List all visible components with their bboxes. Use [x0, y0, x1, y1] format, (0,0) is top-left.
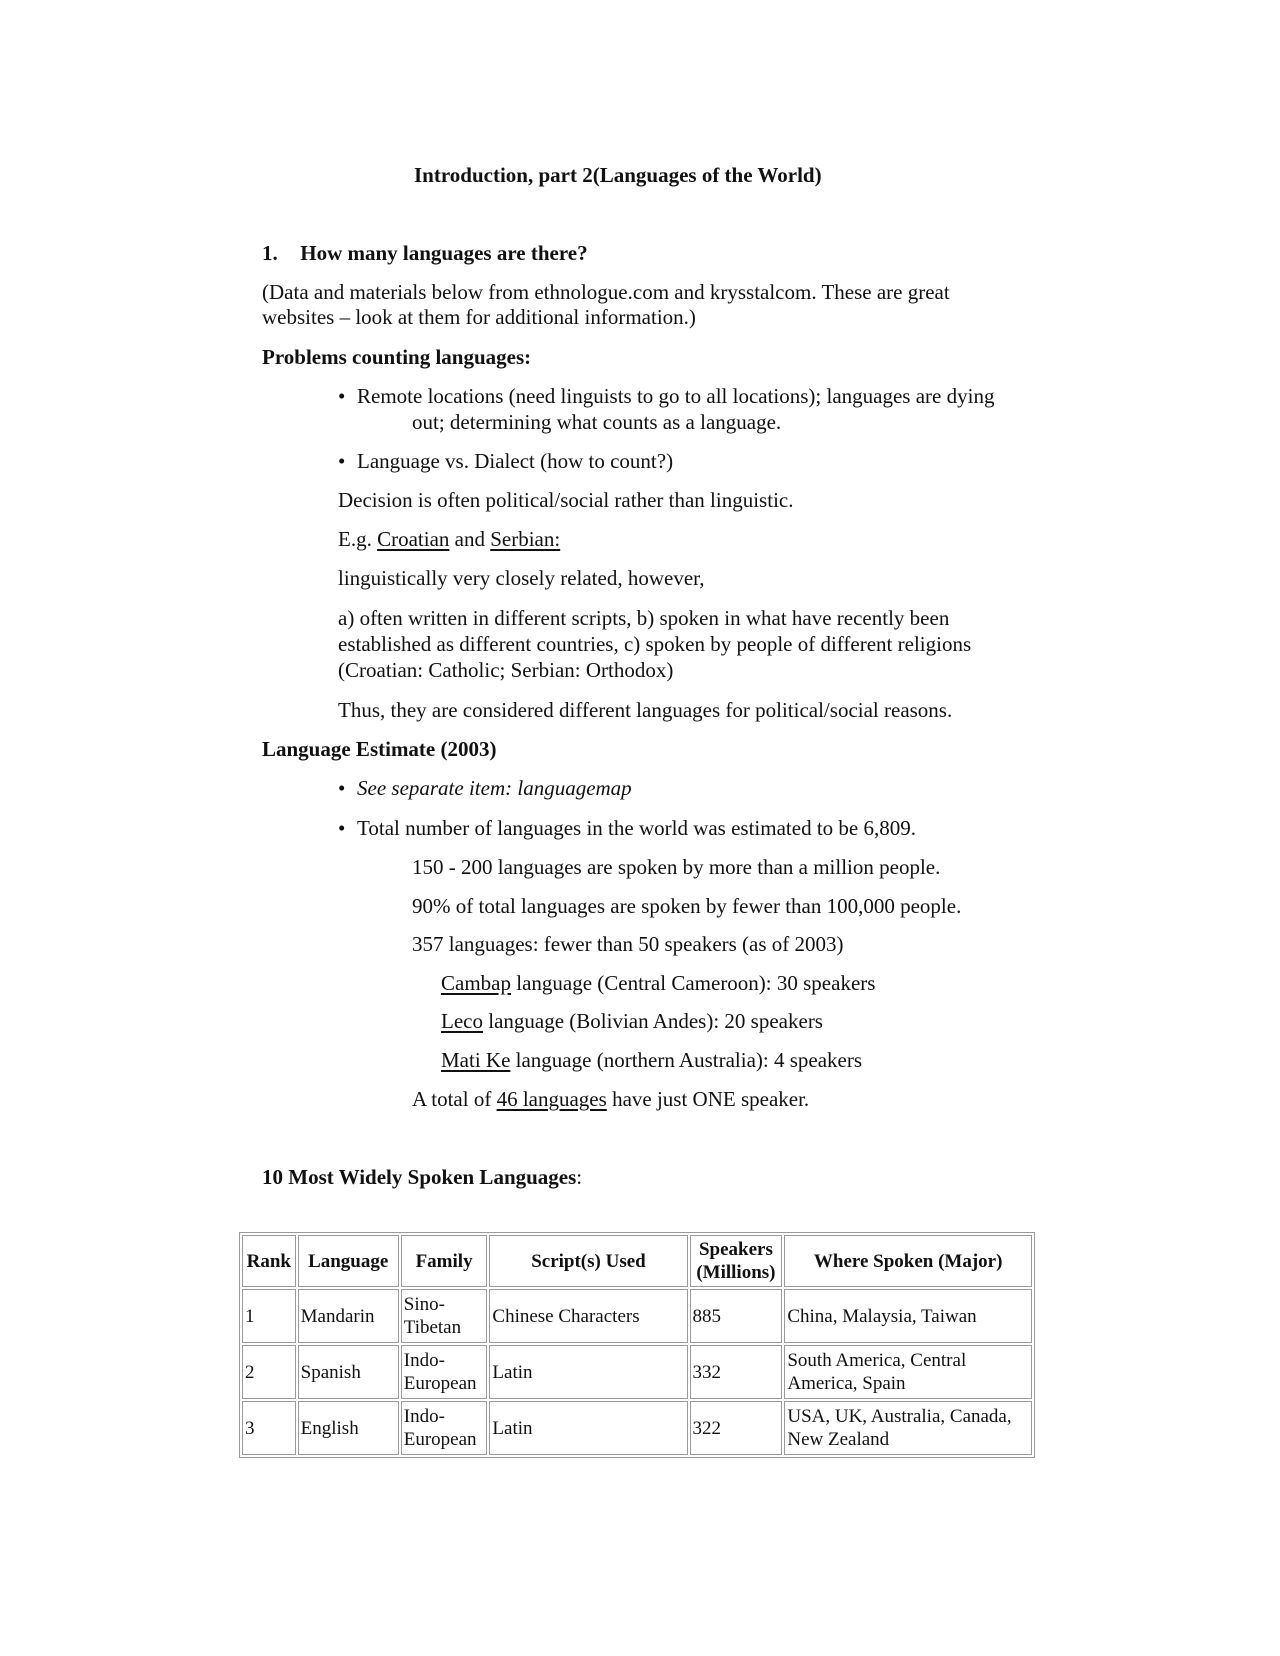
cell-language: English — [298, 1401, 399, 1455]
cell-family: Indo-European — [401, 1401, 488, 1455]
cell-scripts: Latin — [489, 1345, 687, 1399]
bullet-item — [338, 775, 632, 801]
cell-where-spoken: USA, UK, Australia, Canada, New Zealand — [784, 1401, 1032, 1455]
cell-language: Spanish — [298, 1345, 399, 1399]
cambap-link[interactable]: Cambap — [441, 971, 511, 995]
bullet-text: Language vs. Dialect (how to count?) — [357, 449, 674, 473]
example-text: language (Bolivian Andes): 20 speakers — [482, 1009, 823, 1033]
example-line — [441, 1008, 823, 1034]
mati-ke-link[interactable]: Mati Ke — [441, 1048, 511, 1072]
column-header-language: Language — [298, 1235, 399, 1287]
example-and: and — [449, 527, 491, 551]
cell-family: Indo-European — [401, 1345, 488, 1399]
bullet-icon: • — [338, 384, 346, 408]
total-line — [412, 1086, 809, 1112]
fact-line: 357 languages: fewer than 50 speakers (as of 2003) — [412, 932, 844, 956]
column-header-scripts: Script(s) Used — [489, 1235, 687, 1287]
table-row — [242, 1401, 1032, 1455]
example-line — [441, 970, 875, 996]
column-header-speakers: Speakers (Millions) — [690, 1235, 783, 1287]
cell-family: Sino-Tibetan — [401, 1289, 488, 1343]
paragraph-line: established as different countries, c) spoken by people of different religions — [338, 632, 972, 656]
column-header-where-spoken: Where Spoken (Major) — [784, 1235, 1032, 1287]
bullet-item — [338, 448, 673, 474]
top10-heading-line — [262, 1164, 582, 1190]
languages-table — [239, 1232, 1035, 1458]
46-languages-link[interactable]: 46 languages — [496, 1087, 607, 1111]
fact-line: 90% of total languages are spoken by fewer than 100,000 people. — [412, 894, 962, 918]
section-title: How many languages are there? — [300, 241, 588, 265]
bullet-text: Total number of languages in the world was estimated to be 6,809. — [357, 816, 916, 840]
paragraph-line: (Croatian: Catholic; Serbian: Orthodox) — [338, 658, 674, 682]
cell-rank: 1 — [242, 1289, 296, 1343]
example-prefix: E.g. — [338, 527, 378, 551]
bullet-item — [338, 383, 994, 409]
source-note-line: websites – look at them for additional information.) — [262, 305, 696, 329]
column-header-rank: Rank — [242, 1235, 296, 1287]
cell-rank: 2 — [242, 1345, 296, 1399]
bullet-icon: • — [338, 816, 346, 840]
total-prefix: A total of — [412, 1087, 497, 1111]
bullet-text: Remote locations (need linguists to go to all locations); languages are dying — [357, 384, 995, 408]
bullet-icon: • — [338, 776, 346, 800]
cell-speakers: 332 — [690, 1345, 783, 1399]
example-line — [441, 1047, 862, 1073]
paragraph: linguistically very closely related, however, — [338, 566, 705, 590]
section-number: 1. — [262, 241, 278, 265]
cell-scripts: Latin — [489, 1401, 687, 1455]
paragraph: Thus, they are considered different languages for political/social reasons. — [338, 698, 953, 722]
croatian-link[interactable]: Croatian — [377, 527, 450, 551]
cell-speakers: 322 — [690, 1401, 783, 1455]
top10-colon: : — [576, 1165, 583, 1189]
bullet-icon: • — [338, 449, 346, 473]
estimate-heading: Language Estimate (2003) — [262, 737, 497, 761]
leco-link[interactable]: Leco — [441, 1009, 483, 1033]
example-text: language (northern Australia): 4 speakers — [510, 1048, 863, 1072]
table-row — [242, 1345, 1032, 1399]
source-note-line: (Data and materials below from ethnologue.com and krysstalcom. These are great — [262, 280, 950, 304]
cell-rank: 3 — [242, 1401, 296, 1455]
bullet-item — [338, 815, 916, 841]
column-header-family: Family — [401, 1235, 488, 1287]
cell-scripts: Chinese Characters — [489, 1289, 687, 1343]
top10-heading: 10 Most Widely Spoken Languages — [262, 1165, 577, 1189]
cell-where-spoken: South America, Central America, Spain — [784, 1345, 1032, 1399]
example-line — [338, 526, 560, 552]
serbian-link[interactable]: Serbian: — [490, 527, 561, 551]
cell-speakers: 885 — [690, 1289, 783, 1343]
total-suffix: have just ONE speaker. — [606, 1087, 810, 1111]
paragraph: Decision is often political/social rather than linguistic. — [338, 488, 794, 512]
bullet-text: See separate item: languagemap — [357, 776, 632, 800]
section-heading — [262, 240, 588, 266]
table-row — [242, 1289, 1032, 1343]
bullet-continuation: out; determining what counts as a language. — [412, 410, 782, 434]
example-text: language (Central Cameroon): 30 speakers — [510, 971, 876, 995]
problems-heading: Problems counting languages: — [262, 345, 532, 369]
paragraph-line: a) often written in different scripts, b) spoken in what have recently been — [338, 606, 950, 630]
cell-language: Mandarin — [298, 1289, 399, 1343]
table-header-row — [242, 1235, 1032, 1287]
page-title: Introduction, part 2(Languages of the World) — [414, 163, 822, 187]
fact-line: 150 - 200 languages are spoken by more than a million people. — [412, 855, 941, 879]
cell-where-spoken: China, Malaysia, Taiwan — [784, 1289, 1032, 1343]
